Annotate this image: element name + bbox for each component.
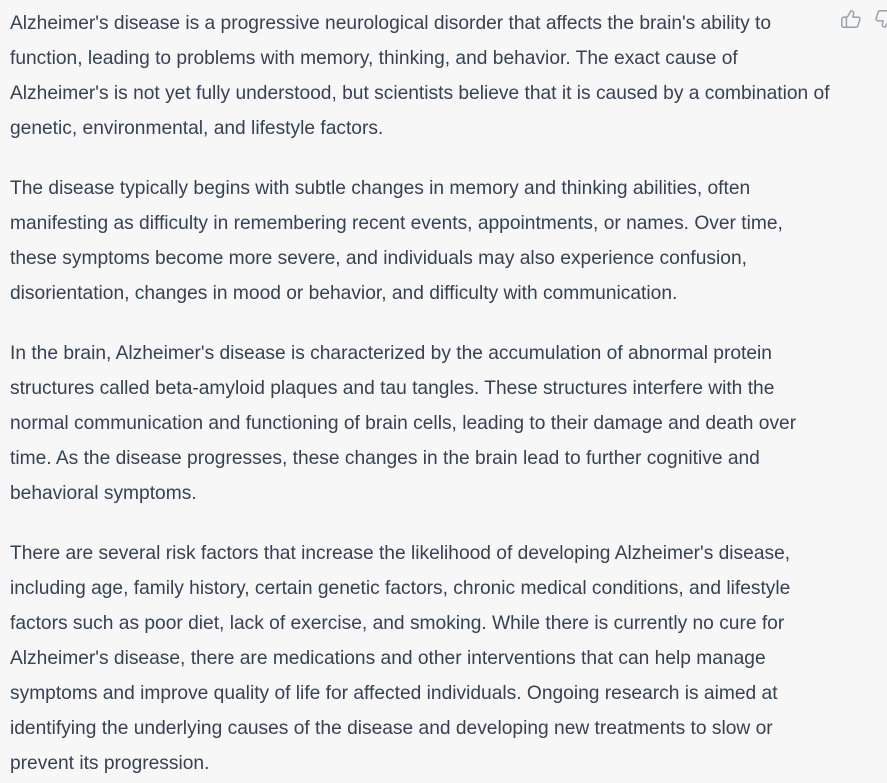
feedback-actions xyxy=(840,8,887,32)
thumbs-down-icon xyxy=(874,8,887,30)
message-paragraph: Alzheimer's disease is a progressive neurological disorder that affects the brain's ability to function, leading to problems with memory, thinking, and behavior. The exact cause of Alzheimer's is not yet fully understood, but scientists believe that it is caused by a combination of genetic, environmental, and lifestyle factors. xyxy=(10,13,830,139)
thumbs-up-button[interactable] xyxy=(840,8,862,30)
message-paragraph: The disease typically begins with subtle changes in memory and thinking abilities, often manifesting as difficulty in remembering recent events, appointments, or names. Over time, these symptoms become more severe, and individuals may also experience confusion, disorientation, changes in mood or behavior, and difficulty with communication. xyxy=(10,178,783,304)
message-content xyxy=(10,6,832,783)
thumbs-down-button[interactable] xyxy=(874,8,887,30)
thumbs-up-icon xyxy=(840,8,862,30)
message-paragraph: In the brain, Alzheimer's disease is characterized by the accumulation of abnormal protein structures called beta-amyloid plaques and tau tangles. These structures interfere with the normal communication and functioning of brain cells, leading to their damage and death over time. As the disease progresses, these changes in the brain lead to further cognitive and behavioral symptoms. xyxy=(10,343,797,504)
message-paragraph: There are several risk factors that increase the likelihood of developing Alzheimer's disease, including age, family history, certain genetic factors, chronic medical conditions, and lifestyle factors such as poor diet, lack of exercise, and smoking. While there is currently no cure for Alzheimer's disease, there are medications and other interventions that can help manage symptoms and improve quality of life for affected individuals. Ongoing research is aimed at identifying the underlying causes of the disease and developing new treatments to slow or prevent its progression. xyxy=(10,543,791,774)
